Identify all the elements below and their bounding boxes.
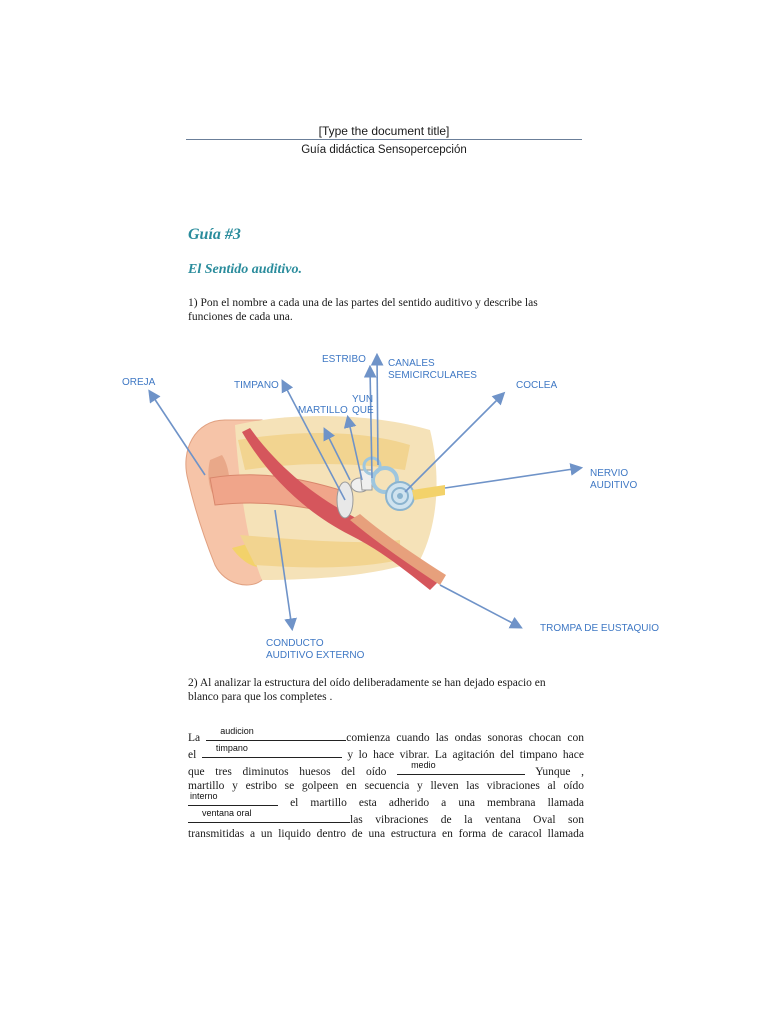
arrow-canales: [377, 356, 378, 465]
arrow-trompa: [440, 585, 520, 627]
label-conducto-line2: AUDITIVO EXTERNO: [266, 650, 365, 661]
label-conducto-line1: CONDUCTO: [266, 638, 324, 649]
fill-line-3: que tres diminutos huesos del oído medio Yunque ,: [188, 760, 584, 778]
fill-line-4: martillo y estribo se golpeen en secuencia y lleven las vibraciones al oído: [188, 780, 584, 792]
section-title: El Sentido auditivo.: [188, 262, 302, 277]
fill-line-6: ventana oral las vibraciones de la ventana Oval son: [188, 810, 584, 827]
fill-line-1: La audicion comienza cuando las ondas sonoras chocan con: [188, 726, 584, 744]
blank-3[interactable]: [397, 762, 525, 775]
answer-5: ventana oral: [202, 808, 252, 818]
label-nervio-line1: NERVIO: [590, 468, 629, 479]
label-trompa: TROMPA DE EUSTAQUIO: [540, 623, 660, 634]
blank-1[interactable]: [206, 728, 346, 741]
fill-line-2: el timpano y lo hace vibrar. La agitación del timpano hace: [188, 743, 584, 761]
arrow-nervio: [445, 468, 580, 488]
document-title: [Type the document title]: [318, 124, 450, 138]
fill-line-7: transmitidas a un liquido dentro de una estructura en forma de caracol llamada: [188, 828, 584, 840]
ear-diagram: [0, 340, 768, 660]
label-canales-line1: CANALES: [388, 358, 435, 369]
answer-3: medio: [411, 760, 436, 770]
label-yunque-line2: QUE: [352, 405, 374, 416]
question-1: 1) Pon el nombre a cada una de las partes del sentido auditivo y describe las funciones de cada una.: [188, 297, 538, 323]
blank-2[interactable]: [202, 745, 342, 758]
fill-in-paragraph: [188, 728, 584, 841]
label-yunque-line1: YUN: [352, 394, 374, 405]
blank-5[interactable]: [188, 810, 350, 823]
answer-4: interno: [190, 791, 218, 801]
label-martillo: MARTILLO: [298, 405, 348, 416]
label-coclea: COCLEA: [516, 380, 558, 391]
label-oreja: OREJA: [122, 377, 156, 388]
answer-2: timpano: [215, 743, 248, 753]
document-subtitle: Guía didáctica Sensopercepción: [301, 144, 467, 156]
label-nervio-line2: AUDITIVO: [590, 480, 638, 491]
label-estribo: ESTRIBO: [322, 354, 366, 365]
blank-4[interactable]: [188, 793, 278, 806]
question-2: 2) Al analizar la estructura del oído deliberadamente se han dejado espacio en blanco para que los completes .: [188, 677, 546, 703]
fill-line-5: interno el martillo esta adherido a una membrana llamada: [190, 791, 584, 809]
answer-1: audicion: [220, 726, 254, 736]
guide-title: Guía #3: [188, 226, 241, 243]
header-rule: [186, 139, 582, 140]
label-timpano: TIMPANO: [234, 380, 279, 391]
label-canales-line2: SEMICIRCULARES: [388, 370, 477, 381]
